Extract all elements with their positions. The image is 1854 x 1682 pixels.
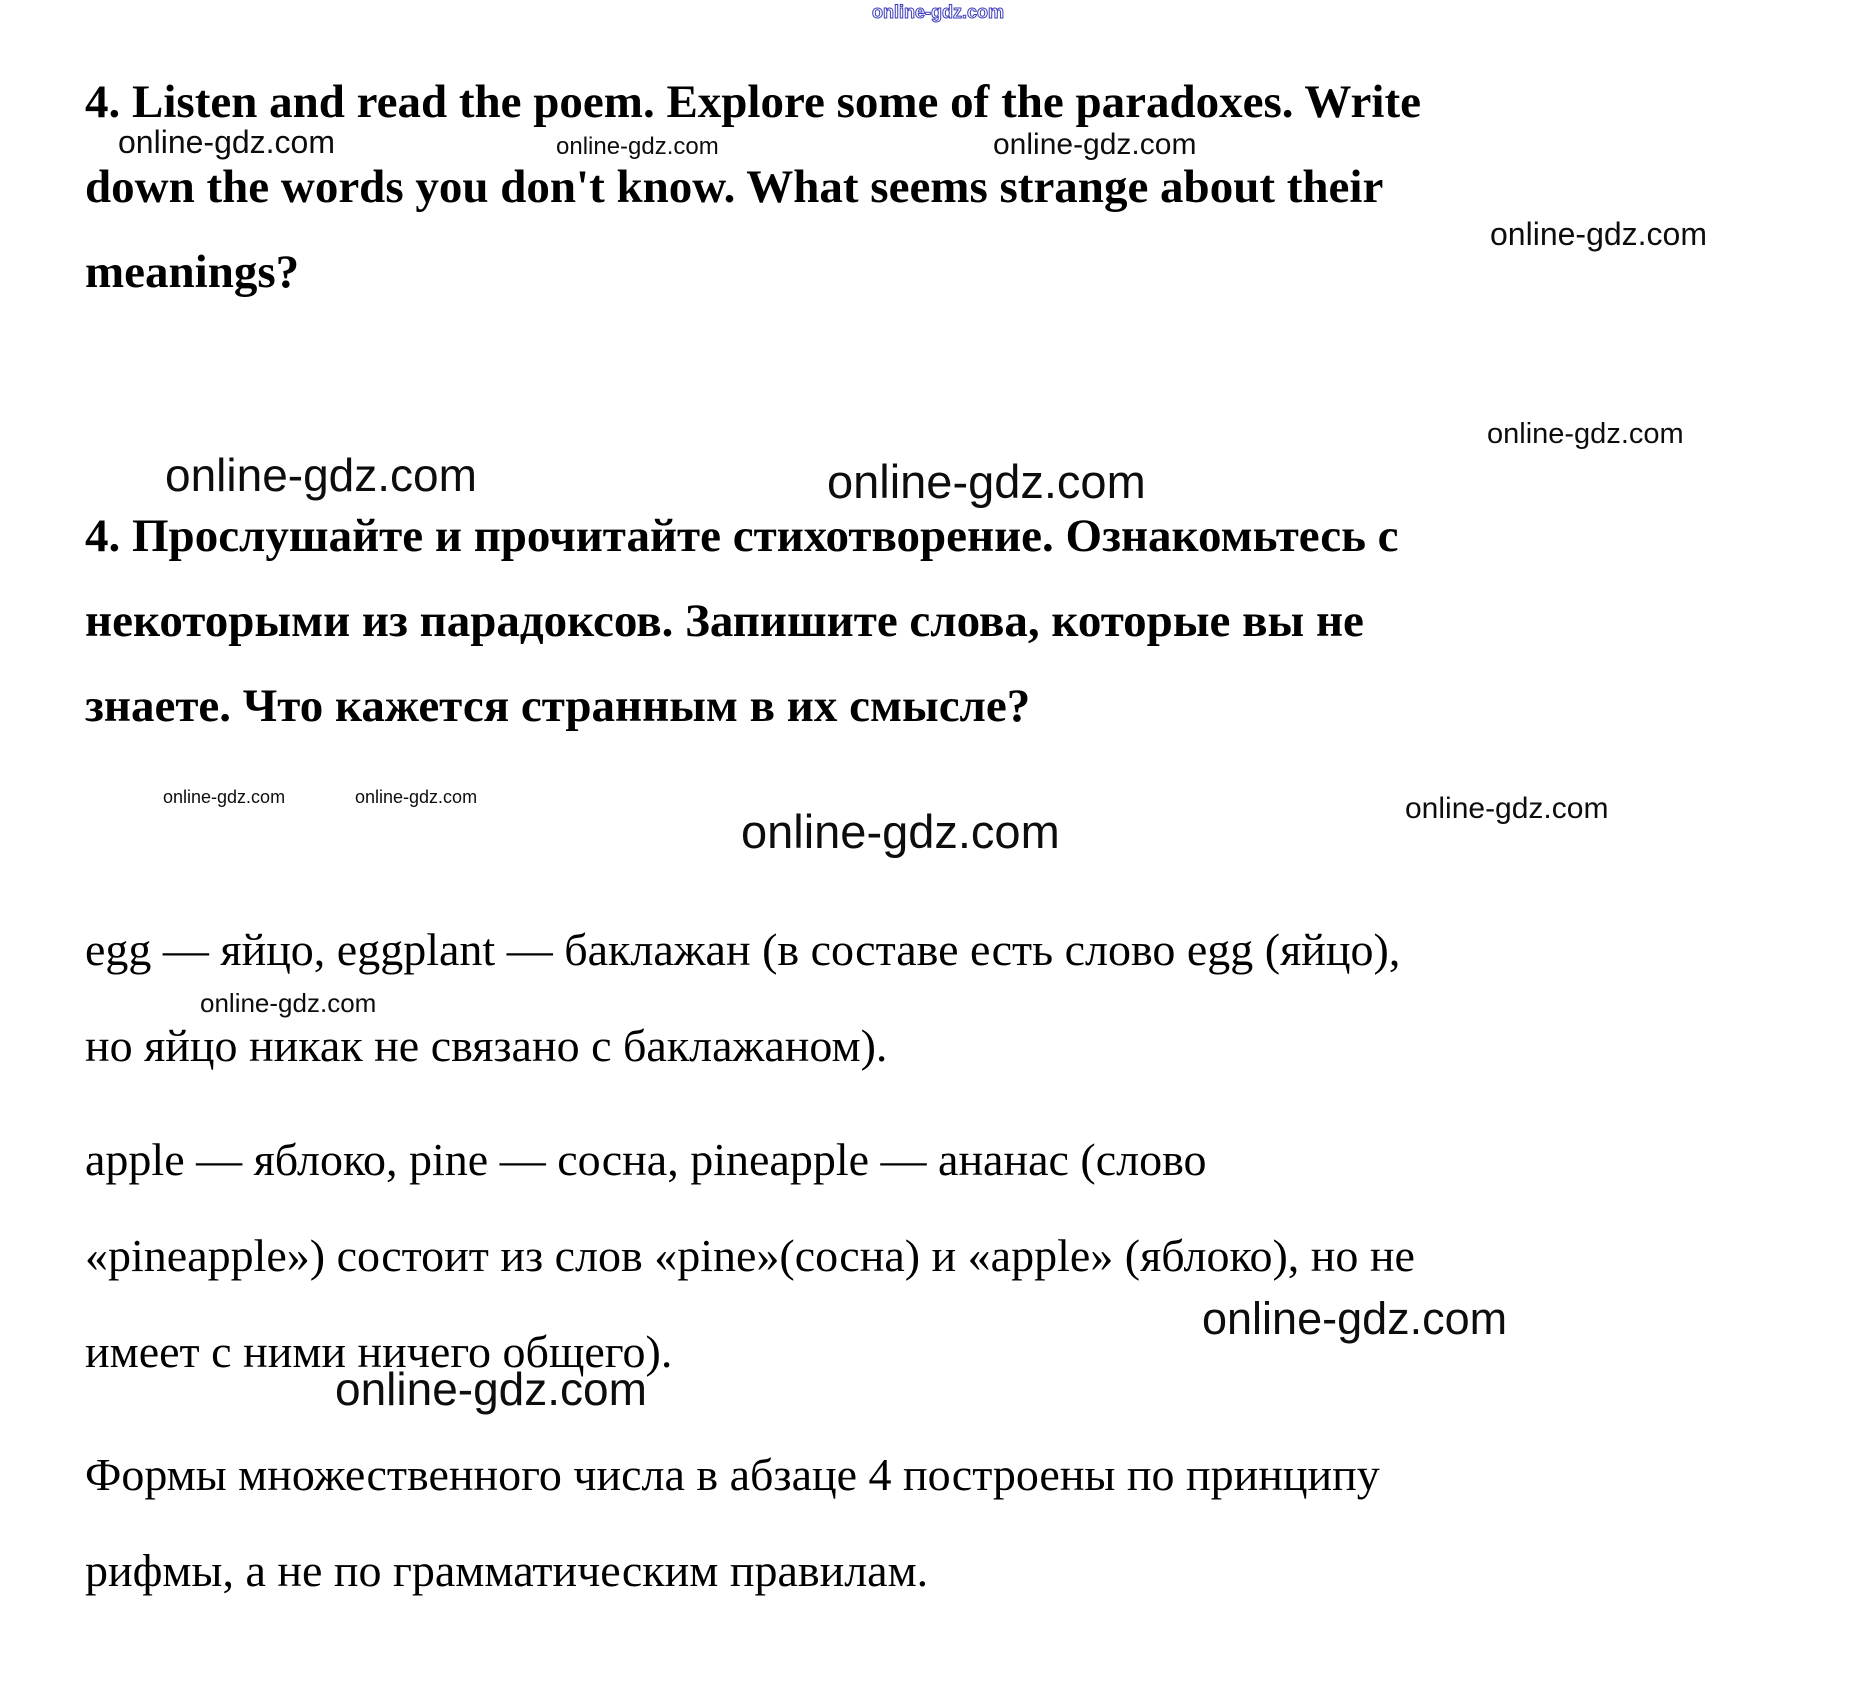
answer-paragraph-egg [85, 902, 1825, 1094]
answer-line: но яйцо никак не связано с баклажаном). [85, 1020, 888, 1071]
watermark: online-gdz.com [741, 805, 1060, 858]
answer-line: «pineapple») состоит из слов «pine»(сосна) и «apple» (яблоко), но не [85, 1230, 1415, 1281]
answer-line: имеет с ними ничего общего). [85, 1326, 673, 1377]
watermark-blue-outline: online-gdz.com [872, 2, 1004, 22]
watermark: online-gdz.com [1202, 1293, 1508, 1344]
answer-paragraph-plural-forms [85, 1427, 1825, 1619]
watermark: online-gdz.com [993, 128, 1197, 161]
watermark: online-gdz.com [335, 1363, 647, 1415]
task-text-en-line: down the words you don't know. What seems strange about their [85, 161, 1384, 213]
task-text-en-line: 4. Listen and read the poem. Explore some of the paradoxes. Write [85, 76, 1421, 128]
watermark: online-gdz.com [200, 988, 377, 1018]
watermark: online-gdz.com [556, 133, 719, 160]
watermark: online-gdz.com [355, 787, 478, 807]
task-text-ru-line: знаете. Что кажется странным в их смысле? [85, 680, 1031, 732]
task-text-ru-line: 4. Прослушайте и прочитайте стихотворение. Ознакомьтесь с [85, 510, 1399, 562]
answer-line: рифмы, а не по грамматическим правилам. [85, 1545, 929, 1596]
answer-line: apple — яблоко, pine — сосна, pineapple — ананас (слово [85, 1134, 1207, 1185]
answer-paragraph-pineapple [85, 1112, 1825, 1400]
watermark: online-gdz.com [163, 787, 286, 807]
watermark: online-gdz.com [1487, 418, 1684, 450]
watermark: online-gdz.com [1490, 216, 1707, 252]
task-text-english [85, 60, 1825, 315]
watermark: online-gdz.com [118, 124, 335, 160]
watermark: online-gdz.com [1405, 792, 1609, 825]
answer-line: Формы множественного числа в абзаце 4 построены по принципу [85, 1449, 1380, 1500]
answer-line: egg — яйцо, eggplant — баклажан (в составе есть слово egg (яйцо), [85, 924, 1401, 975]
watermark: online-gdz.com [165, 449, 477, 501]
task-text-ru-line: некоторыми из парадоксов. Запишите слова, которые вы не [85, 595, 1364, 647]
task-text-en-line: meanings? [85, 246, 300, 298]
watermark: online-gdz.com [827, 455, 1146, 508]
task-text-russian [85, 494, 1825, 749]
